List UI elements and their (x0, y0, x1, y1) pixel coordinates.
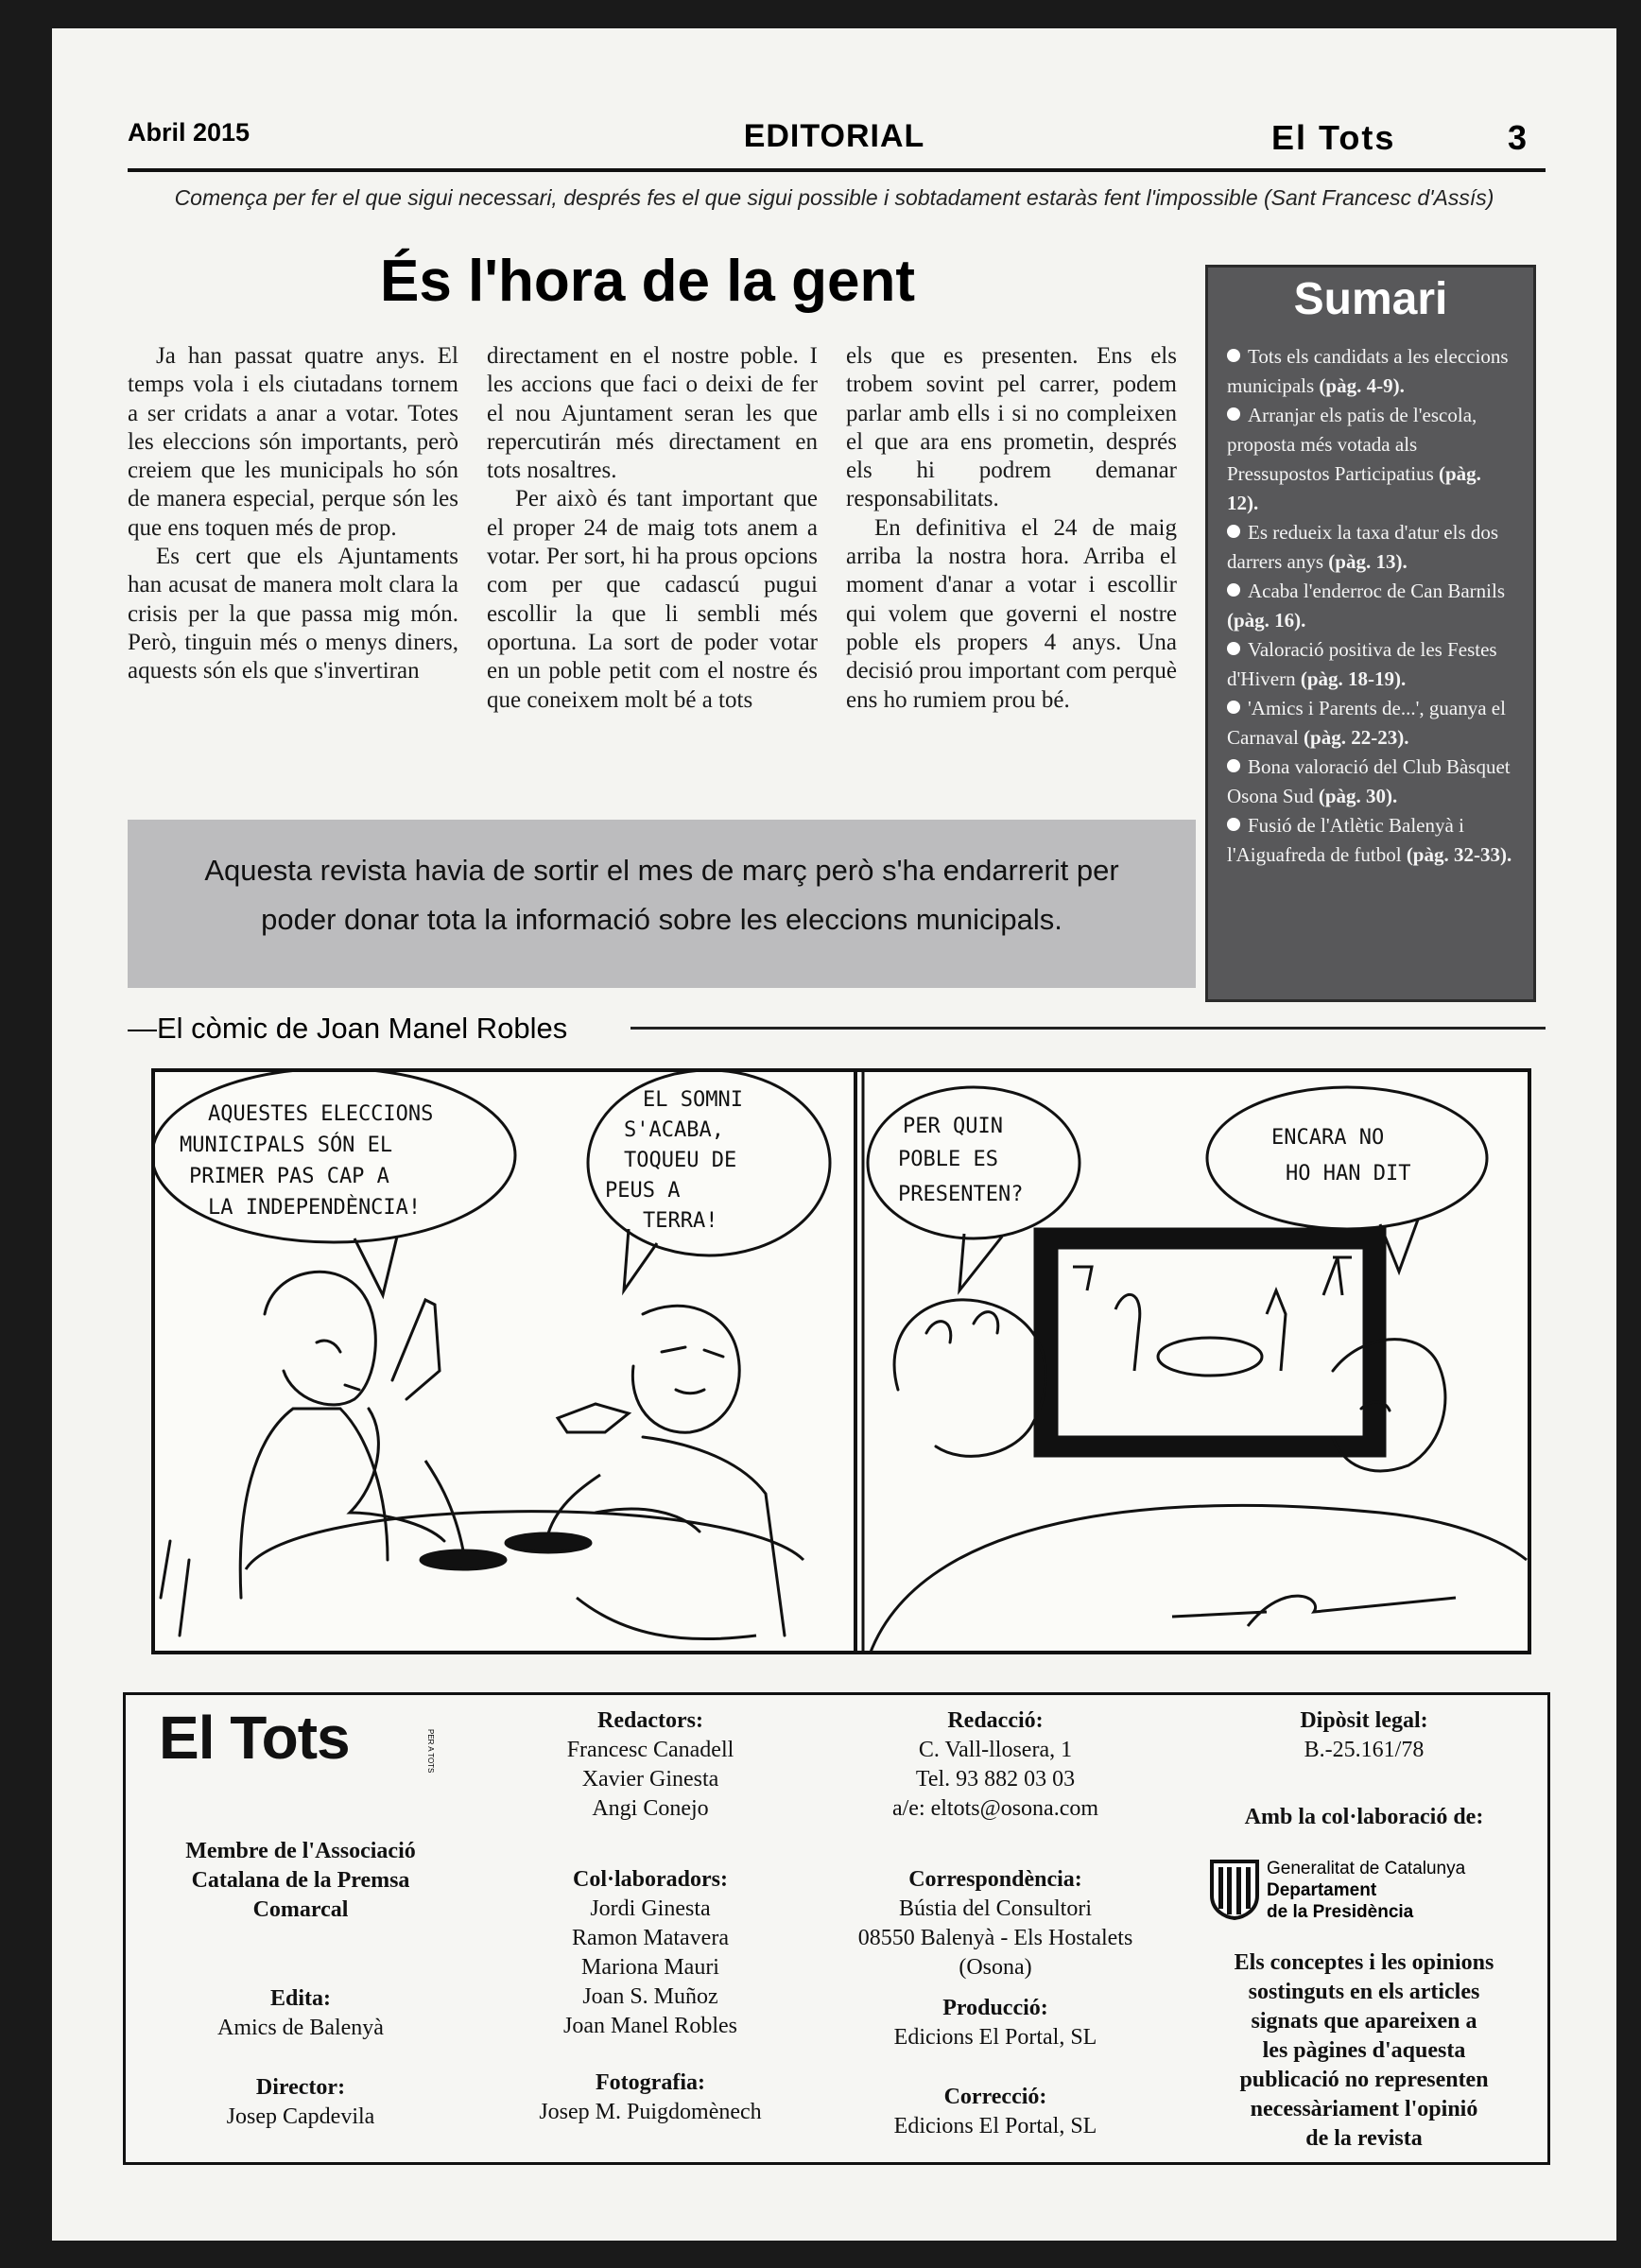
bubble-3-text: PER QUIN POBLE ES PRESENTEN? (898, 1115, 1024, 1206)
director-block (145, 2073, 457, 2132)
collaborador-name: Joan Manel Robles (563, 2014, 737, 2038)
bubble-2-text: EL SOMNI S'ACABA, TOQUEU DE PEUS A TERRA! (605, 1088, 743, 1233)
correspondencia-line: Bústia del Consultori (899, 1896, 1092, 1921)
comic-rule (630, 1027, 1546, 1030)
gencat-text (1267, 1858, 1465, 1923)
gencat-shield-icon (1208, 1858, 1261, 1920)
edita-value: Amics de Balenyà (217, 2016, 384, 2040)
sumari-item-ref: (pàg. 32-33). (1406, 843, 1512, 866)
fotografia-label: Fotografia: (596, 2070, 705, 2095)
membership-line: Membre de l'Associació (185, 1839, 416, 1863)
redaccio-label: Redacció: (947, 1708, 1044, 1733)
bubble-1-text: AQUESTES ELECCIONS MUNICIPALS SÓN EL PRIMER PAS CAP A LA INDEPENDÈNCIA! (180, 1102, 434, 1220)
director-label: Director: (255, 2075, 346, 2100)
sumari-box (1205, 265, 1536, 1002)
magazine-page (52, 28, 1616, 2241)
gencat-line: Generalitat de Catalunya (1267, 1859, 1466, 1878)
header-quote: Comença per fer el que sigui necessari, després fes el que sigui possible i sobtadament estaràs fent l'impossible (Sant Francesc d'Assís) (174, 185, 1494, 210)
sumari-item (1227, 635, 1514, 694)
correspondencia-label: Correspondència: (908, 1867, 1082, 1892)
correspondencia-line: 08550 Balenyà - Els Hostalets (857, 1926, 1133, 1950)
disclaimer-line: necessàriament l'opinió (1250, 2097, 1478, 2121)
diposit-label: Dipòsit legal: (1300, 1708, 1428, 1733)
bullet-icon (1227, 525, 1240, 538)
sumari-item-text: Acaba l'enderroc de Can Barnils (1248, 580, 1506, 602)
redaccio-line: a/e: eltots@osona.com (891, 1796, 1099, 1821)
collaborador-name: Ramon Matavera (572, 1926, 729, 1950)
redactor-name: Angi Conejo (592, 1796, 709, 1821)
disclaimer-line: Els conceptes i les opinions (1234, 1950, 1494, 1975)
correspondencia-block (825, 1865, 1166, 1982)
bullet-icon (1227, 407, 1240, 421)
correccio-value: Edicions El Portal, SL (893, 2114, 1097, 2138)
sumari-item-ref: (pàg. 16). (1227, 609, 1306, 632)
bullet-icon (1227, 818, 1240, 831)
correccio-block (825, 2083, 1166, 2141)
sumari-item-ref: (pàg. 13). (1328, 550, 1408, 573)
disclaimer-line: de la revista (1305, 2126, 1423, 2151)
bullet-icon (1227, 759, 1240, 772)
header-magazine-title: El Tots (1271, 118, 1396, 157)
disclaimer-line: publicació no representen (1239, 2068, 1489, 2092)
collaboracio-label: Amb la col·laboració de: (1244, 1805, 1484, 1829)
correccio-label: Correcció: (943, 2085, 1047, 2109)
produccio-label: Producció: (942, 1996, 1048, 2020)
logo-tagline: PER A TOTS (426, 1729, 435, 1774)
collaboradors-label: Col·laboradors: (572, 1867, 728, 1892)
notice-band (128, 820, 1196, 988)
disclaimer-line: sostinguts en els articles (1248, 1980, 1480, 2004)
redaccio-line: C. Vall-llosera, 1 (918, 1738, 1073, 1762)
sumari-item-text: Bona valoració del Club Bàsquet Osona Sud (1227, 755, 1511, 807)
sumari-item-text: Es redueix la taxa d'atur els dos darrers anys (1227, 521, 1499, 573)
header-rule (128, 168, 1546, 172)
article-paragraph: els que es presenten. Ens els trobem sovint pel carrer, podem parlar amb ells i si no compleixen el que ara ens prometin, després els hi podrem demanar responsabilitats. (846, 343, 1177, 512)
redactor-name: Francesc Canadell (566, 1738, 734, 1762)
membership-block (145, 1837, 457, 1925)
bullet-icon (1227, 642, 1240, 655)
sumari-item (1227, 577, 1514, 635)
notice-line: poder donar tota la informació sobre les eleccions municipals. (261, 903, 1062, 936)
disclaimer-line: signats que apareixen a (1251, 2009, 1477, 2034)
article-column-1 (128, 342, 458, 686)
redaccio-block (825, 1706, 1166, 1824)
correspondencia-line: (Osona) (959, 1955, 1032, 1980)
disclaimer-block (1194, 1948, 1534, 2154)
sumari-item (1227, 342, 1514, 401)
sumari-item-text: 'Amics i Parents de...', guanya el Carnaval (1227, 697, 1506, 749)
comic-strip (151, 1068, 1531, 1654)
disclaimer-line: les pàgines d'aquesta (1262, 2038, 1466, 2063)
article-column-2 (487, 342, 818, 715)
sumari-item-ref: (pàg. 18-19). (1300, 667, 1407, 690)
collaborador-name: Mariona Mauri (581, 1955, 719, 1980)
article-paragraph: directament en el nostre poble. I les accions que faci o deixi de fer el nou Ajuntament seran les que repercutirán més directament en tots nosaltres. (487, 343, 818, 484)
sumari-item (1227, 401, 1514, 518)
redactor-name: Xavier Ginesta (581, 1767, 719, 1792)
header-date: Abril 2015 (128, 118, 250, 147)
gencat-line: de la Presidència (1267, 1902, 1414, 1922)
sumari-item-text: Fusió de l'Atlètic Balenyà i l'Aiguafreda de futbol (1227, 814, 1464, 866)
collaborador-name: Joan S. Muñoz (582, 1984, 718, 2009)
diposit-block (1194, 1706, 1534, 1765)
edita-label: Edita: (269, 1986, 331, 2011)
fotografia-block (504, 2069, 797, 2127)
credits-box (123, 1692, 1550, 2165)
sumari-title: Sumari (1293, 274, 1448, 324)
article-column-3 (846, 342, 1177, 715)
diposit-value: B.-25.161/78 (1304, 1738, 1425, 1762)
director-value: Josep Capdevila (226, 2104, 375, 2129)
article-paragraph: En definitiva el 24 de maig arriba la nostra hora. Arriba el moment d'anar a votar i escollir qui volem que governi el nostre poble els propers 4 anys. Una decisió prou important com perquè ens ho rumiem prou bé. (846, 514, 1177, 713)
sumari-item (1227, 694, 1514, 753)
notice-line: Aquesta revista havia de sortir el mes de març però s'ha endarrerit per (204, 854, 1119, 887)
collaboracio-block (1194, 1803, 1534, 1832)
sumari-item-text: Tots els candidats a les eleccions municipals (1227, 345, 1509, 397)
membership-line: Comarcal (252, 1897, 349, 1922)
sumari-item-ref: (pàg. 12). (1227, 462, 1481, 514)
television-drawing (1035, 1229, 1385, 1456)
article-headline: És l'hora de la gent (380, 249, 915, 314)
sumari-item-text: Valoració positiva de les Festes d'Hivern (1227, 638, 1497, 690)
redaccio-line: Tel. 93 882 03 03 (915, 1767, 1076, 1792)
bullet-icon (1227, 349, 1240, 362)
sumari-item (1227, 753, 1514, 811)
bubble-4-text: ENCARA NO HO HAN DIT (1271, 1126, 1411, 1186)
collaborador-name: Jordi Ginesta (590, 1896, 711, 1921)
sumari-item-ref: (pàg. 30). (1318, 785, 1398, 807)
membership-line: Catalana de la Premsa (191, 1868, 410, 1893)
fotografia-value: Josep M. Puigdomènech (539, 2100, 762, 2124)
sumari-item (1227, 811, 1514, 870)
edita-block (145, 1984, 457, 2043)
article-paragraph: Ja han passat quatre anys. El temps vola i els ciutadans tornem a ser cridats a anar a votar. Totes les eleccions són importants, però creiem que les municipals ho són de manera especial, perque són les que ens toquen més de prop. (128, 343, 458, 541)
sumari-item-ref: (pàg. 22-23). (1304, 726, 1409, 749)
bullet-icon (1227, 583, 1240, 597)
sumari-item (1227, 518, 1514, 577)
header-page-number: 3 (1508, 118, 1528, 157)
comic-label: —El còmic de Joan Manel Robles (128, 1012, 568, 1045)
produccio-value: Edicions El Portal, SL (893, 2025, 1097, 2050)
produccio-block (825, 1994, 1166, 2052)
article-paragraph: Per això és tant important que el proper 24 de maig tots anem a votar. Per sort, hi ha prous opcions com per que cadascú pugui escollir la que li sembli més oportuna. La sort de poder votar en un poble petit com el nostre és que coneixem molt bé a tots (487, 486, 818, 713)
bullet-icon (1227, 701, 1240, 714)
header-section: EDITORIAL (743, 118, 925, 154)
sumari-item-ref: (pàg. 4-9). (1319, 374, 1405, 397)
redactors-label: Redactors: (597, 1708, 703, 1733)
sumari-item-text: Arranjar els patis de l'escola, proposta més votada als Pressupostos Participatius (1227, 404, 1477, 485)
gencat-line: Departament (1267, 1880, 1377, 1900)
collaboradors-block (504, 1865, 797, 2041)
article-paragraph: Es cert que els Ajuntaments han acusat de manera molt clara la crisis per la que passa mig món. Però, tinguin més o menys diners, aquests són els que s'invertiran (128, 544, 458, 684)
redactors-block (504, 1706, 797, 1824)
gencat-logo (1208, 1858, 1529, 1933)
magazine-logo: El Tots (159, 1704, 350, 1772)
